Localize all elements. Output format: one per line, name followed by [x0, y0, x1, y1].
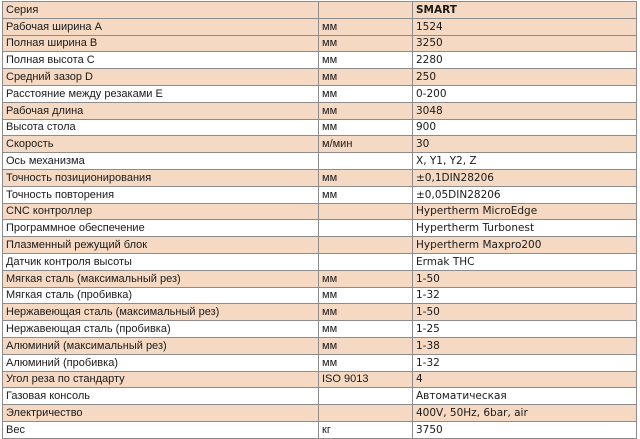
table-row [3, 388, 637, 405]
table-row [3, 169, 637, 186]
row-label: Скорость [3, 136, 319, 153]
row-value: 1-32 [413, 287, 637, 304]
table-row [3, 405, 637, 422]
table-row [3, 371, 637, 388]
row-unit [319, 253, 413, 270]
row-value: 30 [413, 136, 637, 153]
table-row [3, 253, 637, 270]
table-row [3, 203, 637, 220]
row-unit: кг [319, 421, 413, 438]
row-unit: мм [319, 337, 413, 354]
row-label: CNC контроллер [3, 203, 319, 220]
row-label: Рабочая ширина А [3, 18, 319, 35]
table-row [3, 153, 637, 170]
row-value: 3048 [413, 102, 637, 119]
row-label: Алюминий (максимальный рез) [3, 337, 319, 354]
table-row [3, 52, 637, 69]
row-value: Hypertherm MicroEdge [413, 203, 637, 220]
row-unit: мм [319, 287, 413, 304]
row-label: Угол реза по стандарту [3, 371, 319, 388]
table-row [3, 421, 637, 438]
table-row [3, 287, 637, 304]
row-unit: мм [319, 102, 413, 119]
row-value: 1-25 [413, 321, 637, 338]
row-value: Hypertherm Maxpro200 [413, 237, 637, 254]
row-value: 1-32 [413, 354, 637, 371]
row-unit: мм [319, 119, 413, 136]
header-label-cell: Серия [3, 2, 319, 19]
table-row [3, 321, 637, 338]
row-label: Полная ширина В [3, 35, 319, 52]
row-label: Расстояние между резаками Е [3, 85, 319, 102]
row-unit: мм [319, 52, 413, 69]
table-row [3, 337, 637, 354]
row-label: Нержавеющая сталь (максимальный рез) [3, 304, 319, 321]
row-label: Плазменный режущий блок [3, 237, 319, 254]
row-unit [319, 203, 413, 220]
row-label: Ось механизма [3, 153, 319, 170]
row-value: 3750 [413, 421, 637, 438]
header-value-cell: SMART [413, 2, 637, 19]
row-label: Нержавеющая сталь (пробивка) [3, 321, 319, 338]
row-unit: мм [319, 18, 413, 35]
table-row [3, 18, 637, 35]
table-row [3, 102, 637, 119]
row-unit [319, 153, 413, 170]
row-unit: мм [319, 270, 413, 287]
row-unit: м/мин [319, 136, 413, 153]
row-value: 2280 [413, 52, 637, 69]
row-label: Рабочая длина [3, 102, 319, 119]
table-header-row [3, 2, 637, 19]
row-unit: ISO 9013 [319, 371, 413, 388]
row-value: 0-200 [413, 85, 637, 102]
row-unit: мм [319, 304, 413, 321]
table-row [3, 270, 637, 287]
table-row [3, 237, 637, 254]
row-value: ±0,05DIN28206 [413, 186, 637, 203]
table-row [3, 354, 637, 371]
table-row [3, 35, 637, 52]
row-unit [319, 388, 413, 405]
table-row [3, 220, 637, 237]
row-unit [319, 220, 413, 237]
row-value: Ermak THC [413, 253, 637, 270]
table-row [3, 136, 637, 153]
table-row [3, 69, 637, 86]
table-row [3, 85, 637, 102]
row-value: 1-50 [413, 270, 637, 287]
row-value: Автоматическая [413, 388, 637, 405]
row-value: 3250 [413, 35, 637, 52]
row-label: Точность позиционирования [3, 169, 319, 186]
spec-sheet [2, 1, 636, 439]
table-row [3, 186, 637, 203]
row-value: 250 [413, 69, 637, 86]
table-row [3, 304, 637, 321]
row-unit: мм [319, 321, 413, 338]
spec-table [2, 1, 637, 439]
row-label: Полная высота С [3, 52, 319, 69]
row-value: ±0,1DIN28206 [413, 169, 637, 186]
row-label: Мягкая сталь (максимальный рез) [3, 270, 319, 287]
row-unit: мм [319, 35, 413, 52]
row-value: 900 [413, 119, 637, 136]
row-value: 1524 [413, 18, 637, 35]
row-label: Электричество [3, 405, 319, 422]
row-label: Мягкая сталь (пробивка) [3, 287, 319, 304]
table-row [3, 119, 637, 136]
row-label: Программное обеспечение [3, 220, 319, 237]
row-value: 4 [413, 371, 637, 388]
row-value: 1-50 [413, 304, 637, 321]
row-unit: мм [319, 69, 413, 86]
row-unit [319, 237, 413, 254]
row-label: Высота стола [3, 119, 319, 136]
row-unit: мм [319, 85, 413, 102]
row-value: 1-38 [413, 337, 637, 354]
row-label: Средний зазор D [3, 69, 319, 86]
row-label: Датчик контроля высоты [3, 253, 319, 270]
row-unit [319, 405, 413, 422]
header-unit-cell [319, 2, 413, 19]
row-label: Алюминий (пробивка) [3, 354, 319, 371]
row-unit: мм [319, 169, 413, 186]
row-value: 400V, 50Hz, 6bar, air [413, 405, 637, 422]
row-unit: мм [319, 186, 413, 203]
row-label: Точность повторения [3, 186, 319, 203]
row-label: Газовая консоль [3, 388, 319, 405]
row-unit: мм [319, 354, 413, 371]
row-value: Hypertherm Turbonest [413, 220, 637, 237]
row-label: Вес [3, 421, 319, 438]
row-value: X, Y1, Y2, Z [413, 153, 637, 170]
